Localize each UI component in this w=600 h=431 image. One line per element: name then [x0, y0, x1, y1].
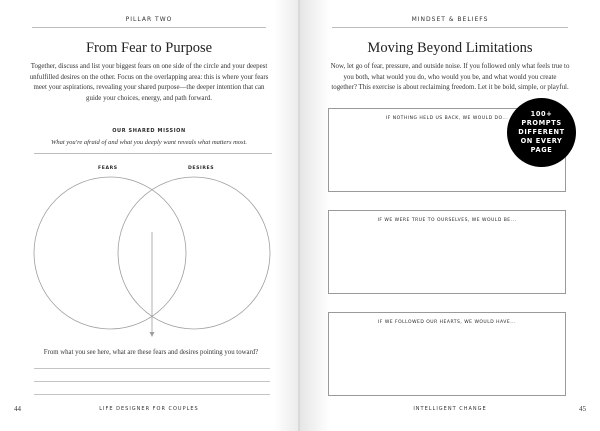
- prompt-label: IF WE FOLLOWED OUR HEARTS, WE WOULD HAVE...: [377, 320, 517, 325]
- mission-title: OUR SHARED MISSION: [112, 128, 186, 134]
- running-header-right: MINDSET & BELIEFS: [411, 16, 489, 23]
- desires-circle[interactable]: [118, 177, 270, 329]
- reflection-question: From what you see here, what are these fears and desires pointing you toward?: [43, 349, 259, 356]
- footer-right: INTELLIGENT CHANGE: [413, 406, 487, 412]
- promo-badge-text: 100+ PROMPTS DIFFERENT ON EVERY PAGE: [518, 110, 565, 154]
- answer-line[interactable]: [34, 381, 270, 382]
- venn-diagram[interactable]: [28, 160, 278, 346]
- fears-label: FEARS: [98, 166, 118, 171]
- right-page: [300, 0, 600, 431]
- answer-line[interactable]: [34, 368, 270, 369]
- prompt-box[interactable]: [328, 312, 566, 396]
- intro-text-left: Together, discuss and list your biggest fears on one side of the circle and your deepest unfulfilled desires on the other. Focus on the overlapping area: this is where your fears meet your aspirations, revealing your shared purpose—the deeper intention that can guide your choices, energy, and path forward.: [29, 63, 269, 102]
- page-title-left: From Fear to Purpose: [85, 40, 213, 56]
- desires-label: DESIRES: [188, 166, 215, 171]
- fears-circle[interactable]: [34, 177, 186, 329]
- page-number-left: 44: [14, 405, 21, 413]
- header-rule-left: [32, 27, 266, 28]
- pointer-arrow-icon: [150, 332, 155, 337]
- intro-text-right: Now, let go of fear, pressure, and outside noise. If you followed only what feels true to you both, what would you do, who would you be, and what would you create together? This exercise is about reclaiming freedom. Let it be bold, simple, or playful.: [330, 63, 570, 92]
- promo-badge: [507, 98, 576, 167]
- prompt-label: IF NOTHING HELD US BACK, WE WOULD DO...: [385, 116, 509, 121]
- mission-rule: [34, 153, 272, 154]
- answer-line[interactable]: [34, 394, 270, 395]
- left-page: [0, 0, 298, 431]
- mission-subtitle: What you're afraid of and what you deeply want reveals what matters most.: [50, 139, 248, 146]
- footer-left: LIFE DESIGNER FOR COUPLES: [99, 406, 199, 412]
- page-title-right: Moving Beyond Limitations: [367, 40, 533, 56]
- header-rule-right: [332, 27, 568, 28]
- running-header-left: PILLAR TWO: [125, 16, 173, 23]
- page-number-right: 45: [579, 405, 586, 413]
- prompt-box[interactable]: [328, 210, 566, 294]
- prompt-label: IF WE WERE TRUE TO OURSELVES, WE WOULD BE...: [377, 218, 517, 223]
